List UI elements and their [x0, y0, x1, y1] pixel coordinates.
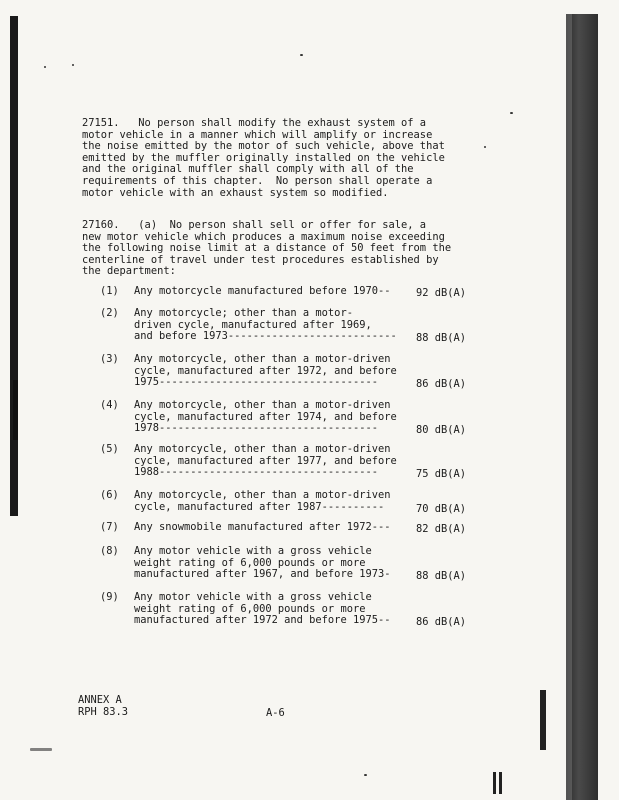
item-number: (8) [100, 545, 119, 557]
text-line: motor vehicle with an exhaust system so modified. [82, 186, 389, 199]
text-line: driven cycle, manufactured after 1969, [134, 318, 372, 331]
scan-speck [30, 748, 52, 751]
text-line: 27151. No person shall modify the exhaust system of a [82, 117, 427, 129]
noise-limit-value: 70 dB(A) [416, 502, 467, 515]
text-line: Any motorcycle; other than a motor- [134, 307, 353, 319]
item-number: (5) [100, 443, 119, 455]
footer-annex [78, 694, 128, 718]
item-description [134, 308, 404, 343]
noise-limit-value: 82 dB(A) [416, 523, 467, 535]
scan-mark [540, 690, 546, 750]
noise-limit-value: 80 dB(A) [416, 424, 467, 437]
text-line: centerline of travel under test procedures established by [82, 253, 439, 266]
scan-speck [72, 64, 74, 66]
item-description [134, 286, 404, 298]
text-line: manufactured after 1967, and before 1973- [134, 568, 391, 581]
text-line: cycle, manufactured after 1987---------- [134, 500, 385, 513]
noise-limit-value: 92 dB(A) [416, 287, 467, 299]
annex-label: ANNEX A [78, 694, 122, 706]
text-line: 1978----------------------------------- [134, 422, 378, 435]
item-description [134, 592, 404, 627]
scan-speck [510, 112, 513, 114]
text-line: the noise emitted by the motor of such vehicle, above that [82, 140, 445, 153]
text-line: Any snowmobile manufactured after 1972--- [134, 521, 391, 533]
text-line: Any motorcycle, other than a motor-driven [134, 443, 391, 455]
page-number: A-6 [266, 707, 285, 719]
text-line: cycle, manufactured after 1974, and before [134, 410, 397, 423]
paragraph-27160 [82, 220, 472, 278]
text-line: requirements of this chapter. No person shall operate a [82, 174, 433, 187]
page-margin-right [598, 0, 619, 800]
item-description [134, 522, 404, 534]
text-line: motor vehicle in a manner which will amplify or increase [82, 128, 433, 141]
text-line: emitted by the muffler originally installed on the vehicle [82, 151, 445, 164]
text-line: cycle, manufactured after 1977, and before [134, 454, 397, 467]
item-description [134, 490, 404, 513]
text-line: Any motor vehicle with a gross vehicle [134, 591, 372, 603]
noise-limit-value: 88 dB(A) [416, 332, 467, 345]
scan-speck [300, 54, 303, 56]
text-line: new motor vehicle which produces a maximum noise exceeding [82, 230, 445, 243]
text-line: Any motorcycle manufactured before 1970-- [134, 285, 391, 297]
text-line: weight rating of 6,000 pounds or more [134, 602, 366, 615]
item-number: (2) [100, 307, 119, 319]
text-line: manufactured after 1972 and before 1975-- [134, 614, 391, 627]
text-line: the following noise limit at a distance of 50 feet from the [82, 242, 452, 255]
text-line: 27160. (a) No person shall sell or offer for sale, a [82, 219, 427, 231]
scan-mark [493, 772, 496, 794]
scan-edge-left [10, 16, 18, 516]
text-line: Any motor vehicle with a gross vehicle [134, 545, 372, 557]
text-line: weight rating of 6,000 pounds or more [134, 556, 366, 569]
paragraph-27151 [82, 118, 472, 199]
scan-edge-right [566, 14, 598, 800]
text-line: 1975----------------------------------- [134, 376, 378, 389]
item-number: (4) [100, 399, 119, 411]
item-description [134, 444, 404, 479]
scan-edge-left-mark [13, 380, 18, 440]
scan-speck [484, 146, 486, 148]
noise-limit-value: 75 dB(A) [416, 468, 467, 481]
noise-limit-value: 86 dB(A) [416, 378, 467, 391]
text-line: 1988----------------------------------- [134, 466, 378, 479]
noise-limit-value: 86 dB(A) [416, 616, 467, 629]
scan-speck [364, 774, 367, 776]
text-line: cycle, manufactured after 1972, and before [134, 364, 397, 377]
item-number: (6) [100, 489, 119, 501]
item-number: (3) [100, 353, 119, 365]
text-line: Any motorcycle, other than a motor-driven [134, 489, 391, 501]
text-line: Any motorcycle, other than a motor-driven [134, 353, 391, 365]
item-description [134, 400, 404, 435]
text-line: the department: [82, 265, 176, 278]
text-line: Any motorcycle, other than a motor-driven [134, 399, 391, 411]
item-description [134, 546, 404, 581]
document-number: RPH 83.3 [78, 706, 129, 718]
scan-mark [499, 772, 502, 794]
text-line: and before 1973--------------------------- [134, 330, 397, 343]
item-number: (1) [100, 285, 119, 297]
item-number: (9) [100, 591, 119, 603]
scan-speck [44, 66, 46, 68]
item-number: (7) [100, 521, 119, 533]
text-line: and the original muffler shall comply with all of the [82, 163, 414, 176]
item-description [134, 354, 404, 389]
noise-limit-value: 88 dB(A) [416, 570, 467, 583]
